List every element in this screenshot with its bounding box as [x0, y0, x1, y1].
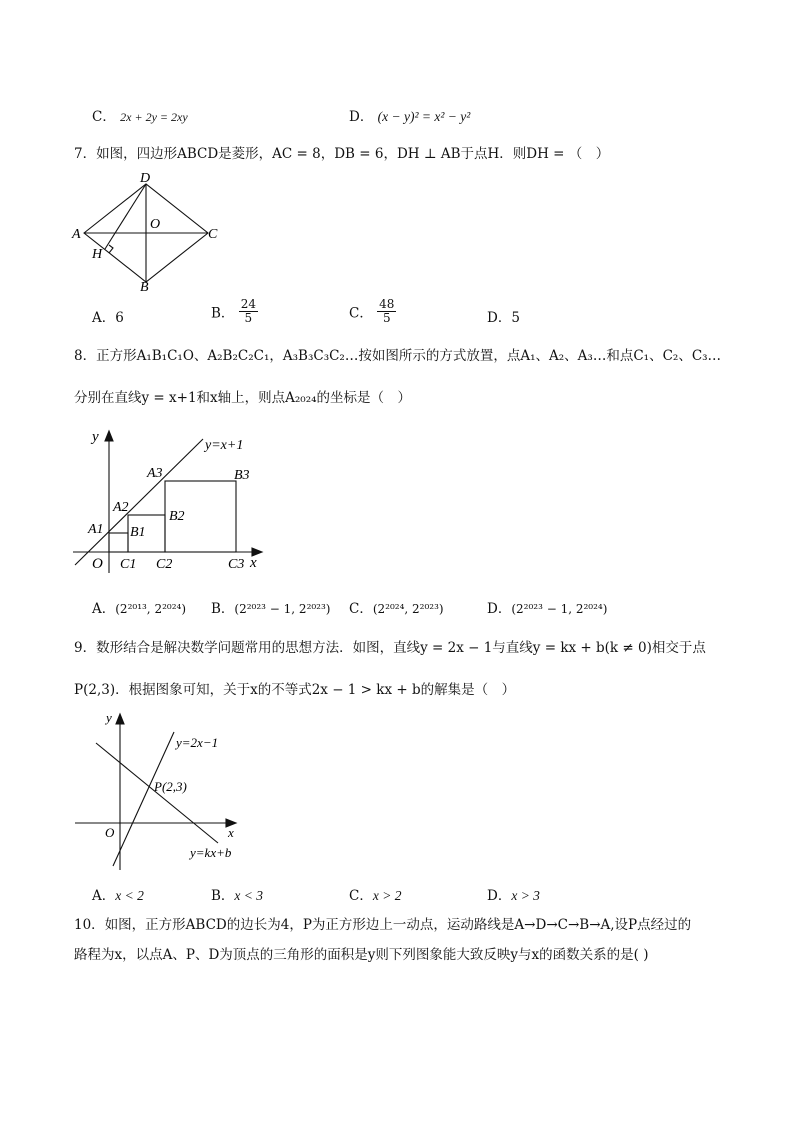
q9-option-c	[349, 884, 401, 904]
q9-option-b	[211, 884, 263, 904]
q7-option-d	[487, 306, 520, 326]
denominator: 5	[244, 311, 253, 325]
q9-lines-figure	[70, 710, 250, 870]
numerator: 48	[379, 297, 395, 311]
option-value: x < 2	[115, 888, 144, 903]
label-d: D	[140, 171, 151, 186]
label-y: y	[106, 710, 112, 725]
q6-option-d	[349, 108, 470, 126]
y-axis-arrow	[116, 714, 124, 724]
label-line2: y=kx+b	[190, 845, 232, 860]
label-a1: A1	[88, 522, 104, 537]
q8-squares-figure	[70, 425, 280, 575]
option-label: D．	[349, 109, 374, 125]
q8-option-c	[349, 597, 444, 617]
label-o: O	[105, 825, 115, 840]
label-line1: y=2x−1	[176, 735, 219, 750]
question-text: 路程为x，以点A、P、D为顶点的三角形的面积是y则下列图象能大致反映y与x的函数关系的是( )	[74, 947, 649, 963]
q7-rhombus-figure	[70, 168, 230, 293]
question-text: 如图，正方形ABCD的边长为4，P为正方形边上一动点，运动路线是A→D→C→B→A,设P点经过的	[104, 917, 692, 933]
y-axis-arrow	[105, 431, 113, 441]
question-text: P(2,3)．根据图象可知，关于x的不等式2x − 1 > kx + b的解集是（ ）	[74, 682, 516, 698]
q7-option-a	[92, 306, 124, 326]
right-angle-mark	[109, 245, 113, 253]
q7-stem	[74, 145, 609, 163]
option-label: A．	[92, 888, 116, 904]
label-x: x	[228, 825, 234, 840]
option-label: D．	[487, 888, 512, 904]
option-label: C．	[349, 305, 373, 322]
label-line: y=x+1	[205, 438, 244, 453]
option-value: (2²⁰²³ − 1, 2²⁰²³)	[234, 602, 331, 616]
line-y-x-plus-1	[75, 439, 203, 565]
label-b: B	[140, 280, 149, 293]
label-c2: C2	[156, 557, 173, 572]
label-c1: C1	[120, 557, 137, 572]
option-value: (2²⁰²⁴, 2²⁰²³)	[372, 602, 444, 616]
segment-dh	[105, 184, 146, 249]
option-expression: 2x + 2y = 2xy	[120, 110, 188, 124]
question-text: 分别在直线y = x+1和x轴上，则点A₂₀₂₄的坐标是（ ）	[74, 390, 412, 406]
option-value: 6	[115, 310, 124, 326]
numerator: 24	[240, 297, 256, 311]
q7-option-c	[349, 298, 396, 325]
option-label: B．	[211, 305, 235, 322]
label-a: A	[72, 227, 81, 242]
option-label: D．	[487, 601, 512, 617]
question-number: 7．	[74, 146, 97, 162]
option-value: (2²⁰¹³, 2²⁰²⁴)	[115, 602, 186, 616]
label-o: O	[92, 556, 103, 572]
option-label: C．	[92, 109, 116, 125]
square-1	[109, 533, 128, 552]
label-h: H	[92, 247, 103, 262]
option-label: B．	[211, 888, 235, 904]
option-label: A．	[92, 310, 116, 326]
q8-stem-line2	[74, 389, 411, 407]
option-label: B．	[211, 601, 235, 617]
fraction	[377, 298, 396, 325]
question-number: 9．	[74, 640, 97, 656]
question-number: 8．	[74, 348, 97, 364]
option-label: C．	[349, 601, 373, 617]
label-b2: B2	[169, 509, 185, 524]
option-value: 5	[511, 310, 520, 326]
q10-stem-line1	[74, 916, 691, 934]
label-x: x	[250, 555, 257, 571]
label-a2: A2	[113, 500, 129, 515]
label-o: O	[150, 217, 161, 232]
denominator: 5	[382, 311, 391, 325]
option-label: C．	[349, 888, 373, 904]
option-value: x > 3	[511, 888, 540, 903]
q7-option-b	[211, 298, 258, 325]
label-p: P(2,3)	[154, 779, 187, 794]
option-expression: (x − y)² = x² − y²	[377, 109, 471, 124]
option-label: D．	[487, 310, 512, 326]
q8-stem-line1	[74, 347, 721, 365]
option-value: x > 2	[372, 888, 402, 903]
q9-stem-line1	[74, 639, 706, 657]
label-c3: C3	[228, 557, 245, 572]
option-value: (2²⁰²³ − 1, 2²⁰²⁴)	[511, 602, 608, 616]
q6-option-c	[92, 108, 188, 126]
question-text: 数形结合是解决数学问题常用的思想方法．如图，直线y = 2x − 1与直线y = kx + b(k ≠ 0)相交于点	[96, 640, 706, 656]
q9-option-a	[92, 884, 144, 904]
q8-option-a	[92, 597, 186, 617]
question-text: 如图，四边形ABCD是菱形，AC = 8，DB = 6，DH ⊥ AB于点H．则DH = （ ）	[96, 146, 610, 162]
q10-stem-line2	[74, 946, 648, 964]
option-label: A．	[92, 601, 116, 617]
label-b3: B3	[234, 468, 250, 483]
label-b1: B1	[130, 525, 146, 540]
q9-option-d	[487, 884, 540, 904]
q8-option-d	[487, 597, 607, 617]
q9-stem-line2	[74, 681, 515, 699]
label-y: y	[92, 429, 99, 445]
label-c: C	[208, 227, 218, 242]
question-number: 10．	[74, 917, 105, 933]
option-value: x < 3	[234, 888, 264, 903]
q8-option-b	[211, 597, 331, 617]
fraction	[239, 298, 258, 325]
label-a3: A3	[147, 466, 163, 481]
question-text: 正方形A₁B₁C₁O、A₂B₂C₂C₁，A₃B₃C₃C₂…按如图所示的方式放置，点A₁、A₂、A₃…和点C₁、C₂、C₃…	[96, 348, 722, 364]
